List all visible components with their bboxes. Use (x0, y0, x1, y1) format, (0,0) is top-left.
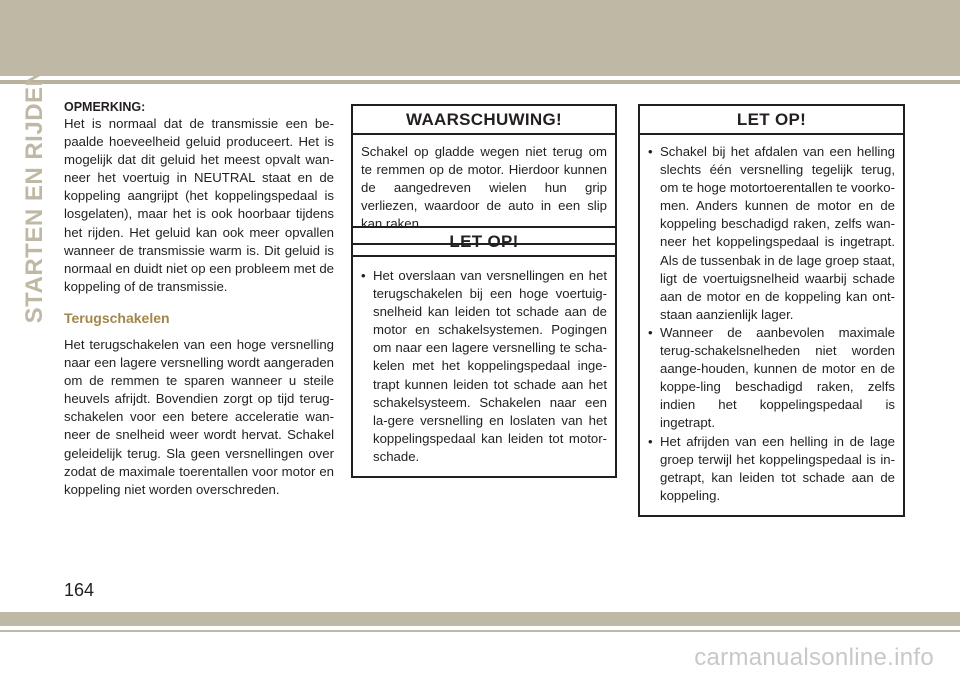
header-band (0, 0, 960, 76)
watermark: carmanualsonline.info (694, 644, 934, 671)
caution-1-body (353, 257, 615, 476)
caution-1-title: LET OP! (353, 228, 615, 257)
caution-2-item: • Wanneer de aanbevolen maximale terug-schakelsnelheden niet worden aange-houden, kunnen de motor en de koppe-ling beschadigd raken, zelfs indien het koppelingspedaal is ingetrapt. (648, 324, 895, 433)
chapter-side-tab (18, 68, 52, 324)
footer-line (0, 630, 960, 632)
caution-2-title: LET OP! (640, 106, 903, 135)
caution-box-2 (638, 104, 905, 517)
caution-2-item: • Het afrijden van een helling in de lage groep terwijl het koppelingspedaal is in-getrapt, kan leiden tot schade aan de koppeling. (648, 433, 895, 505)
chapter-side-tab-label: STARTEN EN RIJDEN (21, 68, 48, 324)
note-text: Het is normaal dat de transmissie een be-paalde hoeveelheid geluid produceert. Het is mogelijk dat dit geluid het meest opvalt wan-neer het voertuig in NEUTRAL staat en de koppeling aangrijpt (het koppelingspedaal is losgelaten), maar het is ook hoorbaar tijdens het rijden. Het geluid kan ook meer opvallen wanneer de transmissie warm is. Dit geluid is normaal en duidt niet op een probleem met de koppeling of de transmissie. (64, 116, 334, 294)
left-column (64, 100, 334, 499)
section-title: Terugschakelen (64, 309, 170, 326)
warning-text: Schakel op gladde wegen niet terug om te remmen op de motor. Hierdoor kunnen de aangedreven wielen hun grip verliezen, waardoor de auto in een slip kan raken. (361, 144, 607, 232)
page-number: 164 (64, 580, 95, 600)
footer-band (0, 612, 960, 626)
note-title: OPMERKING: (64, 100, 146, 114)
caution-2-item: • Schakel bij het afdalen van een helling slechts één versnelling tegelijk terug, om te hoge motortoerentallen te voorko-men. Anders kunnen de motor en de koppeling beschadigd raken, zelfs wan-neer het koppelingspedaal is ingetrapt. Als de tussenbak in de lage groep staat, ligt de voertuigsnelheid waarbij schade aan de motor en de koppeling kan ont-staan aanzienlijk lager. (648, 143, 895, 324)
caution-1-item: • Het overslaan van versnellingen en het terugschakelen bij een hoge voertuig-snelheid kan leiden tot schade aan de motor en schakelsystemen. Pogingen om naar een lagere versnelling te scha-kelen met het koppelingspedaal inge-trapt kunnen leiden tot schade aan het schakelsysteem. Schakelen naar een la-gere versnelling en loslaten van het koppelingspedaal kan leiden tot motor-schade. (361, 267, 607, 466)
caution-2-body (640, 135, 903, 515)
warning-box (351, 104, 617, 245)
header-stripe (0, 80, 960, 84)
warning-title: WAARSCHUWING! (353, 106, 615, 135)
caution-box-1 (351, 226, 617, 478)
section-text: Het terugschakelen van een hoge versnelling naar een lagere versnelling wordt aangeraden om de remmen te sparen wanneer u steile heuvels afrijdt. Bovendien zorgt op tijd terug-schakelen voor een betere acceleratie wan-neer de snelheid weer wordt hervat. Schakel geleidelijk terug. Sla geen versnellingen over zodat de maximale toerentallen voor motor en koppeling niet worden overschreden. (64, 336, 334, 497)
